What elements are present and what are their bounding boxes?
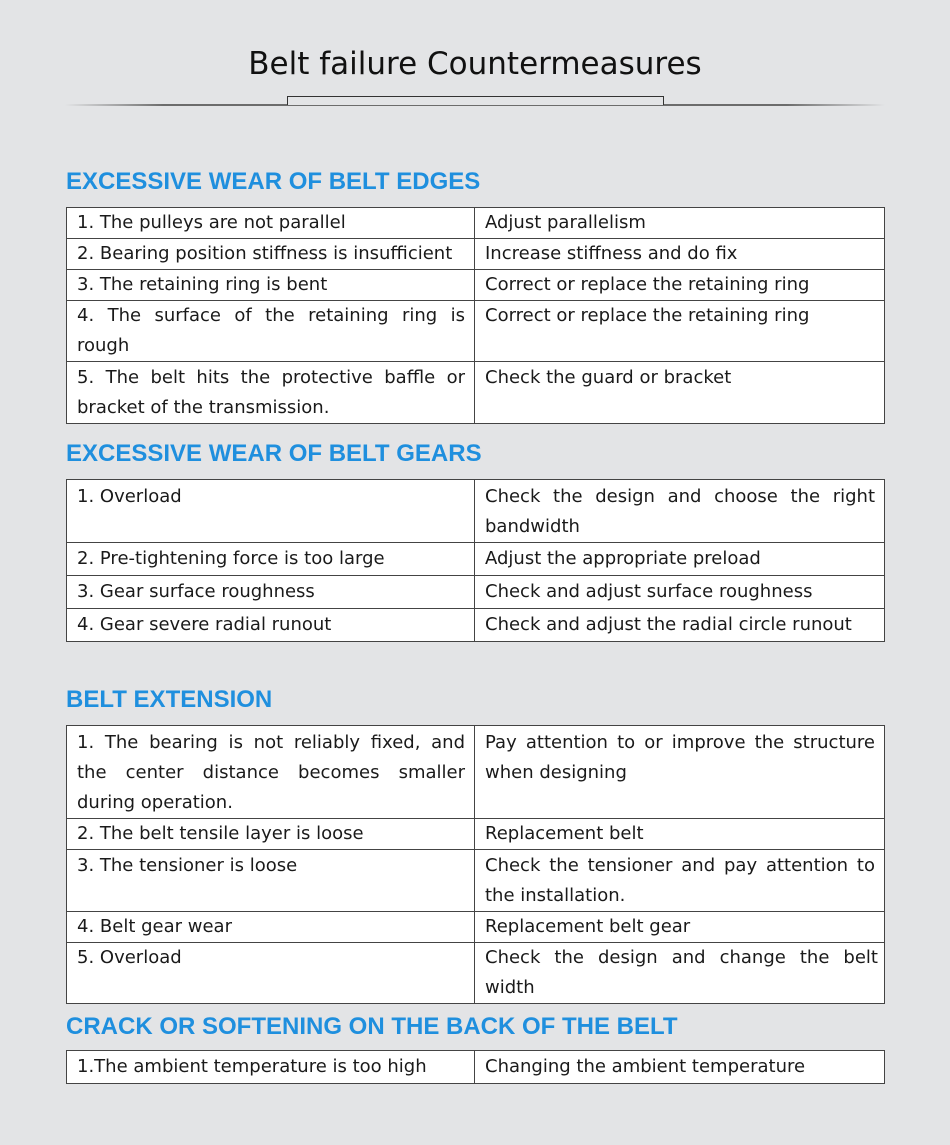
measure-cell: Check and adjust surface roughness [475,576,885,609]
table-row [67,301,885,362]
measure-cell: Check and adjust the radial circle runout [475,609,885,642]
table-row [67,819,885,850]
table-row [67,362,885,424]
cause-cell: 2. Bearing position stiffness is insufficient [67,239,475,270]
cause-cell: 3. The tensioner is loose [67,850,475,912]
measure-cell: Increase stiffness and do fix [475,239,885,270]
table-row [67,609,885,642]
belt-gears-table [66,479,885,642]
section-heading-belt-extension: BELT EXTENSION [66,686,273,713]
page-title: Belt failure Countermeasures [248,46,702,82]
cause-cell: 4. The surface of the retaining ring is rough [67,301,475,362]
measure-cell: Changing the ambient temperature [475,1051,885,1084]
cause-cell: 1. The bearing is not reliably fixed, and the center distance becomes smaller during operation. [67,726,475,819]
measure-cell: Adjust parallelism [475,208,885,239]
section-heading-crack-softening: CRACK OR SOFTENING ON THE BACK OF THE BELT [66,1013,678,1040]
measure-cell: Replacement belt gear [475,912,885,943]
measure-cell: Adjust the appropriate preload [475,543,885,576]
cause-cell: 3. Gear surface roughness [67,576,475,609]
belt-edges-table [66,207,885,424]
title-underline-bracket [287,96,664,105]
cause-cell: 4. Belt gear wear [67,912,475,943]
cause-cell: 2. Pre-tightening force is too large [67,543,475,576]
belt-extension-table [66,725,885,1004]
cause-cell: 5. The belt hits the protective baffle or bracket of the transmission. [67,362,475,424]
table-row [67,239,885,270]
table-row [67,912,885,943]
table-row [67,208,885,239]
cause-cell: 4. Gear severe radial runout [67,609,475,642]
cause-cell: 2. The belt tensile layer is loose [67,819,475,850]
measure-cell: Check the design and change the belt width [475,943,885,1004]
cause-cell: 3. The retaining ring is bent [67,270,475,301]
measure-cell: Check the guard or bracket [475,362,885,424]
table-row [67,270,885,301]
measure-cell: Correct or replace the retaining ring [475,301,885,362]
table-row [67,480,885,543]
cause-cell: 1. Overload [67,480,475,543]
crack-softening-table [66,1050,885,1084]
table-row [67,576,885,609]
measure-cell: Replacement belt [475,819,885,850]
measure-cell: Pay attention to or improve the structure when designing [475,726,885,819]
cause-cell: 5. Overload [67,943,475,1004]
table-row [67,850,885,912]
table-row [67,726,885,819]
cause-cell: 1.The ambient temperature is too high [67,1051,475,1084]
section-heading-belt-gears: EXCESSIVE WEAR OF BELT GEARS [66,440,482,467]
measure-cell: Check the tensioner and pay attention to the installation. [475,850,885,912]
measure-cell: Correct or replace the retaining ring [475,270,885,301]
section-heading-belt-edges: EXCESSIVE WEAR OF BELT EDGES [66,168,481,195]
measure-cell: Check the design and choose the right bandwidth [475,480,885,543]
table-row [67,543,885,576]
cause-cell: 1. The pulleys are not parallel [67,208,475,239]
table-row [67,1051,885,1084]
table-row [67,943,885,1004]
